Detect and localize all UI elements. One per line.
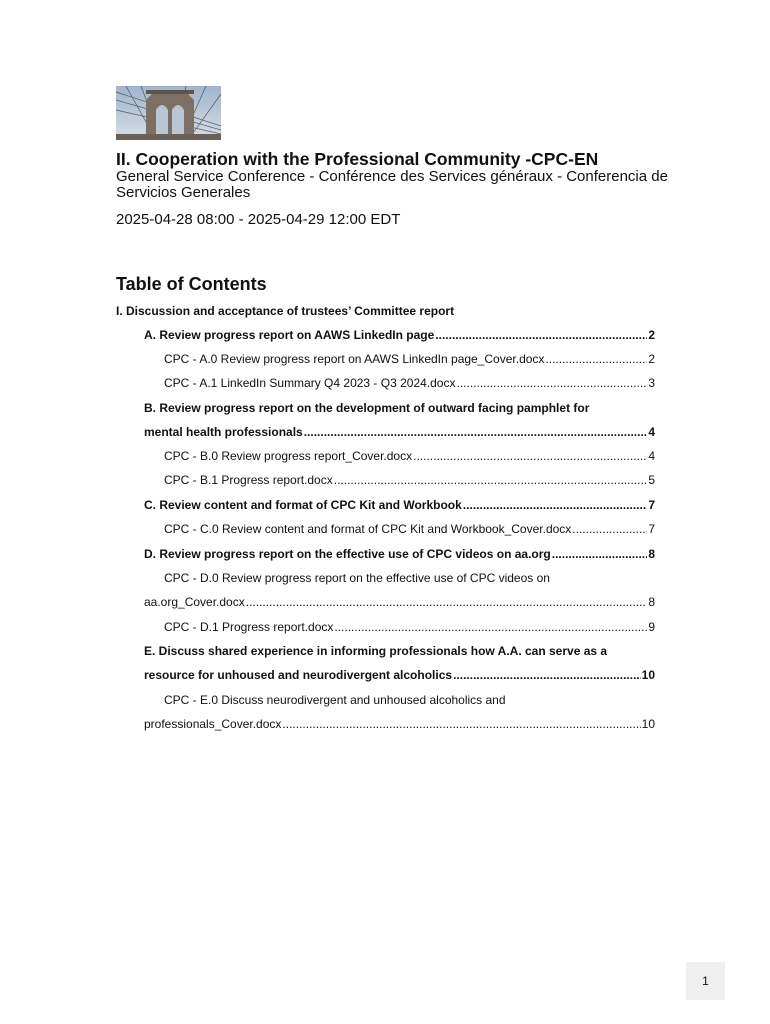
toc-entry-b0[interactable] bbox=[164, 448, 655, 464]
toc-entry-e0[interactable] bbox=[144, 716, 655, 732]
toc-page-number: 7 bbox=[648, 498, 655, 512]
toc-entry-label: mental health professionals bbox=[144, 425, 303, 439]
toc-entry-d[interactable] bbox=[144, 546, 655, 562]
toc-page-number: 2 bbox=[648, 328, 655, 342]
toc-entry-label: aa.org_Cover.docx bbox=[144, 595, 245, 609]
toc-entry-label: CPC - D.1 Progress report.docx bbox=[164, 620, 334, 634]
toc-entry-label: CPC - A.1 LinkedIn Summary Q4 2023 - Q3 2024.docx bbox=[164, 376, 456, 390]
toc-entry-label: CPC - D.0 Review progress report on the effective use of CPC videos on bbox=[164, 571, 550, 585]
toc-page-number: 2 bbox=[648, 352, 655, 366]
toc-page-number: 7 bbox=[648, 522, 655, 536]
toc-entry-a1[interactable] bbox=[164, 375, 655, 391]
document-title: II. Cooperation with the Professional Community -CPC-EN bbox=[116, 149, 599, 169]
toc-entry-label: professionals_Cover.docx bbox=[144, 717, 282, 731]
toc-entry-label: B. Review progress report on the development of outward facing pamphlet for bbox=[144, 401, 590, 415]
toc-entry-label: D. Review progress report on the effective use of CPC videos on aa.org bbox=[144, 547, 551, 561]
toc-entry-a0[interactable] bbox=[164, 351, 655, 367]
toc-entry-label: CPC - B.1 Progress report.docx bbox=[164, 473, 333, 487]
toc-entry-b1[interactable] bbox=[164, 472, 655, 488]
toc-page-number: 5 bbox=[648, 473, 655, 487]
toc-entry-c0[interactable] bbox=[164, 521, 655, 537]
toc-entry-d0[interactable] bbox=[144, 594, 655, 610]
toc-page-number: 4 bbox=[648, 449, 655, 463]
toc-entry-b[interactable] bbox=[144, 424, 655, 440]
toc-entry-label: CPC - A.0 Review progress report on AAWS LinkedIn page_Cover.docx bbox=[164, 352, 545, 366]
toc-page-number: 9 bbox=[648, 620, 655, 634]
document-subtitle: General Service Conference - Conférence des Services généraux - Conferencia de Servicios Generales bbox=[116, 168, 668, 201]
toc-page-number: 8 bbox=[648, 595, 655, 609]
toc-entry-label: A. Review progress report on AAWS LinkedIn page bbox=[144, 328, 435, 342]
toc-page-number: 4 bbox=[648, 425, 655, 439]
toc-page-number: 8 bbox=[648, 547, 655, 561]
toc-entry-b-line1[interactable] bbox=[144, 400, 589, 416]
toc-section-i[interactable] bbox=[116, 303, 454, 319]
toc-entry-a[interactable] bbox=[144, 327, 655, 343]
toc-entry-c[interactable] bbox=[144, 497, 655, 513]
toc-entry-label: CPC - B.0 Review progress report_Cover.docx bbox=[164, 449, 413, 463]
toc-entry-d0-line1[interactable] bbox=[164, 570, 550, 586]
toc-entry-e-line1[interactable] bbox=[144, 643, 607, 659]
toc-entry-d1[interactable] bbox=[164, 619, 655, 635]
toc-entry-label: I. Discussion and acceptance of trustees’ Committee report bbox=[116, 304, 455, 318]
toc-entry-e0-line1[interactable] bbox=[164, 692, 506, 708]
toc-heading: Table of Contents bbox=[116, 274, 267, 294]
toc-page-number: 3 bbox=[648, 376, 655, 390]
toc-entry-label: C. Review content and format of CPC Kit and Workbook bbox=[144, 498, 462, 512]
toc-entry-label: E. Discuss shared experience in informing professionals how A.A. can serve as a bbox=[144, 644, 608, 658]
bridge-photo-icon bbox=[116, 86, 221, 140]
toc-entry-label: CPC - C.0 Review content and format of CPC Kit and Workbook_Cover.docx bbox=[164, 522, 572, 536]
page-number-badge bbox=[686, 962, 725, 1000]
toc-entry-e[interactable] bbox=[144, 667, 655, 683]
toc-entry-label: resource for unhoused and neurodivergent alcoholics bbox=[144, 668, 453, 682]
toc-page-number: 10 bbox=[641, 717, 655, 731]
toc-entry-label: CPC - E.0 Discuss neurodivergent and unhoused alcoholics and bbox=[164, 693, 506, 707]
toc-page-number: 10 bbox=[641, 668, 655, 682]
event-date-range: 2025-04-28 08:00 - 2025-04-29 12:00 EDT bbox=[116, 211, 401, 228]
page-number: 1 bbox=[702, 974, 709, 988]
